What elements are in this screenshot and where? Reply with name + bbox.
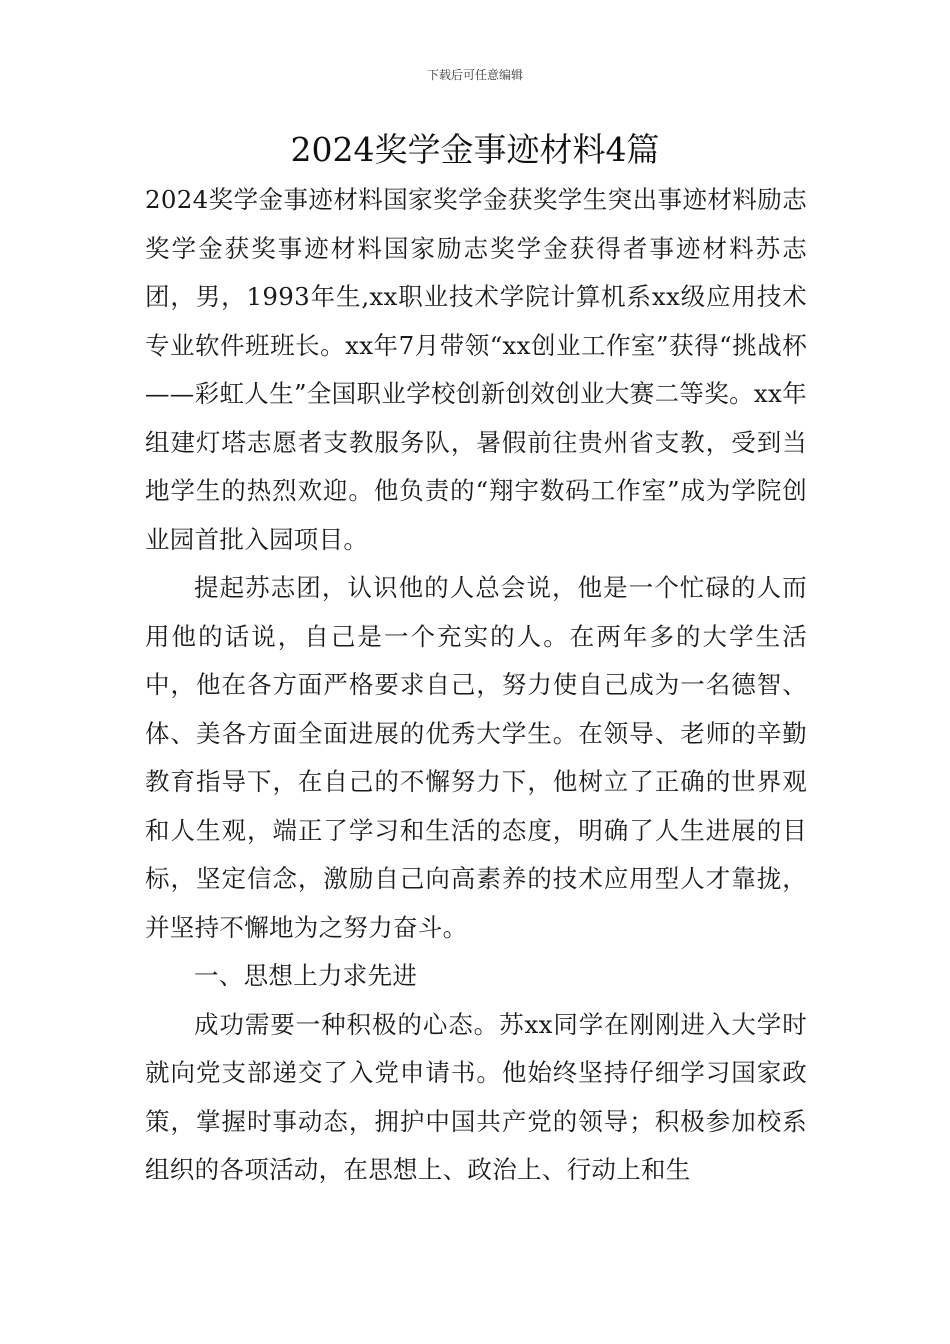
section-heading: 一、思想上力求先进 (194, 961, 418, 990)
paragraph-profile: 提起苏志团，认识他的人总会说，他是一个忙碌的人而用他的话说，自己是一个充实的人。在两年多的大学生活中，他在各方面严格要求自己，努力使自己成为一名德智、体、美各方面全面进展的优秀大学生。在领导、老师的辛勤教育指导下，在自己的不懈努力下，他树立了正确的世界观和人生观，端正了学习和生活的态度，明确了人生进展的目标，坚定信念，激励自己向高素养的技术应用型人才靠拢，并坚持不懈地为之努力奋斗。 (145, 573, 807, 942)
header-note: 下载后可任意编辑 (426, 68, 523, 82)
paragraph-intro: 2024奖学金事迹材料国家奖学金获奖学生突出事迹材料励志奖学金获奖事迹材料国家励志奖学金获得者事迹材料苏志团，男，1993年生,xx职业技术学院计算机系xx级应用技术专业软件班班长。xx年7月带领“xx创业工作室”获得“挑战杯——彩虹人生”全国职业学校创新创效创业大赛二等奖。xx年组建灯塔志愿者支教服务队，暑假前往贵州省支教，受到当地学生的热烈欢迎。他负责的“翔宇数码工作室”成为学院创业园首批入园项目。 (145, 185, 807, 554)
document-body (145, 176, 807, 1195)
document-title: 2024奖学金事迹材料4篇 (290, 130, 660, 169)
paragraph-ideology: 成功需要一种积极的心态。苏xx同学在刚刚进入大学时就向党支部递交了入党申请书。他始终坚持仔细学习国家政策，掌握时事动态，拥护中国共产党的领导；积极参加校系组织的各项活动，在思想上、政治上、行动上和生 (145, 1009, 807, 1184)
